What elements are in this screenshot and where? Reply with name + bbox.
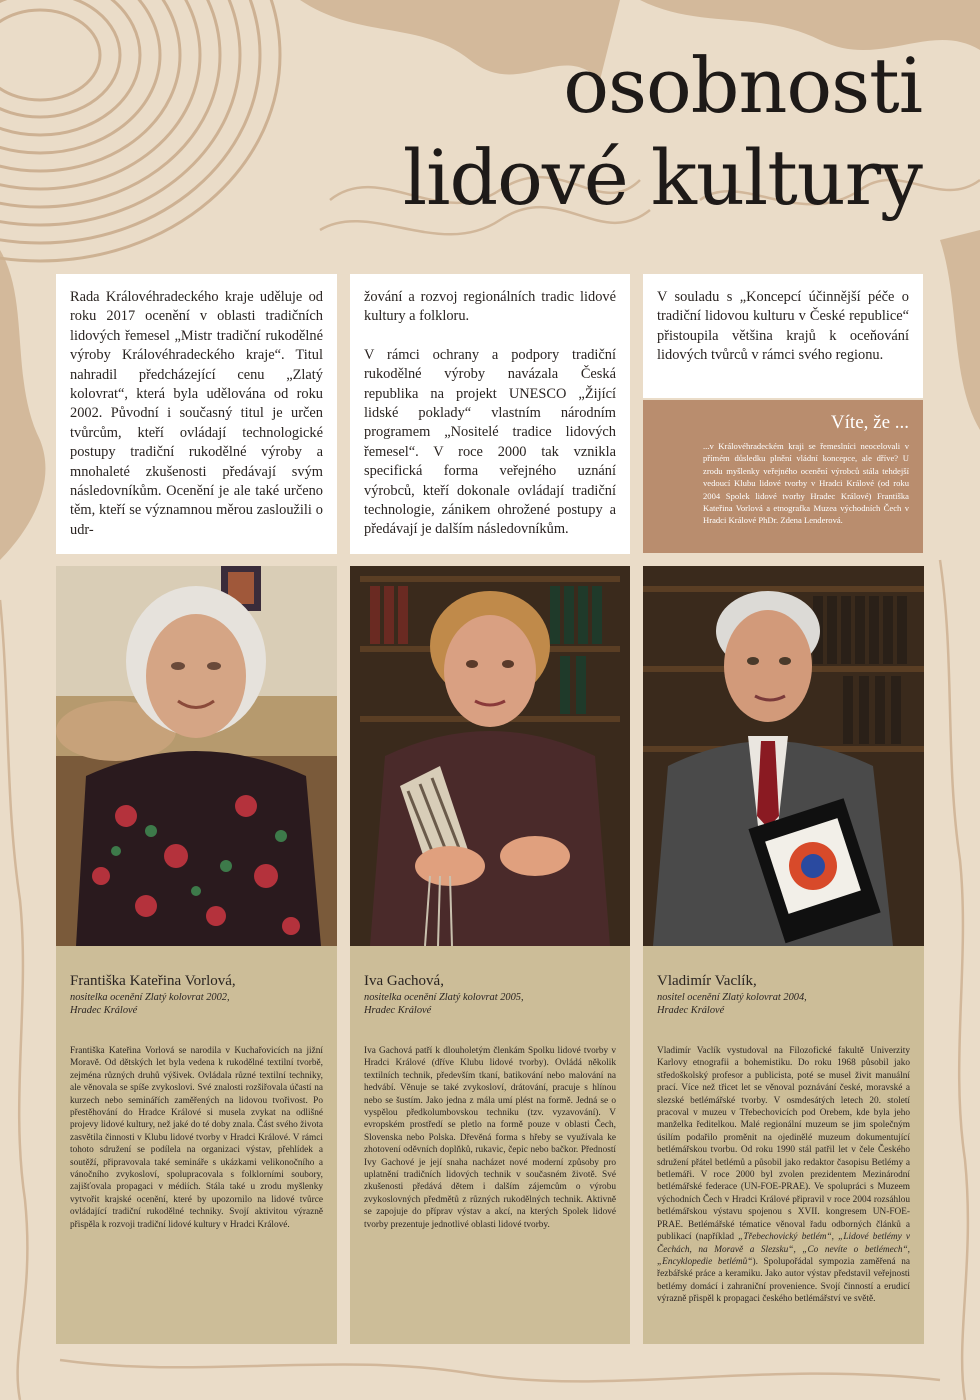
- person-role: [364, 991, 616, 1017]
- intro-column-2: [350, 274, 630, 554]
- did-you-know-heading: Víte, že ...: [830, 412, 909, 433]
- person-city: Hradec Králové: [364, 1005, 432, 1016]
- page-title: [403, 40, 922, 224]
- person-bio-part: Vladimír Vaclík vystudoval na Filozofické fakultě Univerzity Karlovy etnografii a bohemistiku. Do roku 1968 působil jako středoškolský profesor a publicista, poté se musel živit manuální prací. Více než třicet let se věnoval poznávání české, moravské a slezské betlémářské tvorby. V osmdesátých letech 20. století pracoval v muzeu v Třebechovicích pod Orebem, kde byla jeho manželka ředitelkou. Malé regionální muzeum se jim společným úsilím podařilo proměnit na ojedinělé muzeum dokumentující betlémářskou tvorbu. Od roku 1990 stál patřil let v čele Českého sdružení přátel betlémů a působil jako redaktor časopisu Betlémy a betlemáři. V roce 2000 byl zvolen prezidentem Mezinárodní betlémářské federace (UN-FOE-PRAE). Ve spolupráci s Muzeem východních Čech v Hradci Králové připravil v roce 2004 rozsáhlou betlémářskou výstavu spojenou s XVII. kongresem UN-FOE-PRAE. Betlémářské tématice věnoval řadu odborných článků a publikací (například: [657, 1046, 910, 1243]
- person-role: [70, 991, 323, 1017]
- person-name: Vladimír Vaclík,: [657, 973, 757, 989]
- intro-paragraph: Rada Královéhradeckého kraje uděluje od roku 2017 ocenění v oblasti tradičních lidových řemesel „Mistr tradiční rukodělné výroby Královéhradeckého kraje“. Titul nahradil předcházející cenu „Zlatý kolovrat“, která byla udělována od roku 2002. Původní i současný titul je určen tvůrcům, kteří ovládají technologické postupy tradiční rukodělné výroby a mnohaleté zkušenosti předávají svým následovníkům. Ocenění je ale také určeno těm, kteří se významnou měrou zasloužili o udr-: [70, 289, 323, 538]
- did-you-know-box: [643, 400, 923, 553]
- person-bio: Iva Gachová patří k dlouholetým členkám Spolku lidové tvorby v Hradci Králové (dříve Klubu lidové tvorby). Ovládá několik textilních technik, především tkaní, batikování nebo malování na hedvábí. Věnuje se také zvykosloví, drátování, pracuje s hlínou nebo se šustím. Jako jedna z mála umí plést na formě. Jedná se o vyspělou předkolumbovskou techniku (tzv. vyzavování). V evropském prostředí se pletlo na formě pouze v oblasti Čech, Slovenska nebo Polska. Dřevěná forma s hřeby se využívala ke zhotovení oděvních doplňků, rukavic, čepic nebo bačkor. Předností Ivy Gachové je její snaha nacházet nové moderní způsoby pro uplatnění tradičních lidových technik v současném životě. Své zkušenosti předává dětem i dalším zájemcům o výrobu zvykoslovných předmětů z různých rukodělných technik. Aktivně se zapojuje do příprav výstav a akcí, na kterých Spolek lidové tvorby prezentuje jednotlivé oblasti lidové tvorby.: [364, 1046, 616, 1230]
- person-award: nositel ocenění Zlatý kolovrat 2004,: [657, 992, 807, 1003]
- person-city: Hradec Králové: [657, 1005, 725, 1016]
- portrait-photo-vaclik: [643, 566, 924, 946]
- person-award: nositelka ocenění Zlatý kolovrat 2005,: [364, 992, 524, 1003]
- intro-column-3: [643, 274, 923, 398]
- person-card-vaclik: [643, 946, 924, 1344]
- did-you-know-text: ...v Královéhradeckém kraji se řemeslníci neocelovali v přímém důsledku plnění vládní koncepce, ale dříve? U zrodu myšlenky veřejného ocenění výrobců stála tehdejší vedoucí Klubu lidové tvorby v Hradci Králové (od roku 2004 Spolek lidové tvorby Hradec Králové) Františka Kateřina Vorlová a etnografka Muzea východních Čech v Hradci Králové PhDr. Zdena Lenderová.: [703, 441, 909, 526]
- page-title-line-2: lidové kultury: [402, 133, 922, 222]
- person-bio: Františka Kateřina Vorlová se narodila v Kuchařovicích na jižní Moravě. Od dětských let byla vedena k rukodělné textilní tvorbě, zejména různých druhů výšivek. Ovládala různé textilní techniky, ale věnovala se spíše zvykoslovi. Své znalosti rozšiřovala účastí na kurzech nebo seminářích zaměřených na lidovou tvořivost. Po přestěhování do Hradce Králové si musela zvykat na odlišné projevy lidové kultury, než jaké do té doby znala. Část svého života zasvětila činnosti v Klubu lidové tvorby v Hradci Králové. V rámci tohoto sdružení se podílela na organizaci výstav, přehlídek a soutěží, připravovala také semináře s ukázkami velikonočního a vánočního zvykosloví, spolupracovala s folklorními soubory, zajišťovala propagaci v médiích. Stála také u zrodu myšlenky vytvořit krajské ocenění, které by upozornilo na lidové tvůrce ovládající tradiční rukodělné techniky. Svojí aktivitou výrazně přispěla k rozvoji tradiční lidové kultury v Hradci Králové.: [70, 1046, 323, 1230]
- intro-paragraph: V souladu s „Koncepcí účinnější péče o tradiční lidovou kulturu v České republice“ přistoupila většina krajů k oceňování lidových tvůrců v rámci svého regionu.: [657, 289, 909, 364]
- person-award: nositelka ocenění Zlatý kolovrat 2002,: [70, 992, 230, 1003]
- person-bio: [657, 1045, 910, 1306]
- person-bio-part: ). Spolupořádal sympozia zaměřená na řezbářské práce a keramiku. Jako autor výstav představil veřejnosti betlémy domácí i zahraniční provenience. Svojí činností a erudicí výrazně přispěl k propagaci českého betlémářství ve světě.: [657, 1256, 910, 1305]
- page-title-line-1: osobnosti: [563, 41, 922, 130]
- person-name: Františka Kateřina Vorlová,: [70, 973, 236, 989]
- person-role: [657, 991, 910, 1017]
- portrait-photo-gachova: [350, 566, 630, 946]
- intro-paragraph: V rámci ochrany a podpory tradiční rukodělné výroby navázala Česká republika na projekt UNESCO „Žijící lidské poklady“ vlastním národním programem „Nositelé tradice lidových řemesel“. V roce 2000 tak vznikla specifická forma veřejného uznání výrobců, kteří dokonale ovládají tradiční technologie, zánikem ohrožené postupy a předávají je dalším následovníkům.: [364, 346, 616, 538]
- intro-paragraph: žování a rozvoj regionálních tradic lidové kultury a folkloru.: [364, 289, 616, 325]
- portrait-photo-vorlova: [56, 566, 337, 946]
- person-name: Iva Gachová,: [364, 973, 444, 989]
- person-card-gachova: [350, 946, 630, 1344]
- person-city: Hradec Králové: [70, 1005, 138, 1016]
- person-card-vorlova: [56, 946, 337, 1344]
- intro-column-1: [56, 274, 337, 554]
- person-bio-publications: „Třebechovický betlém“, „Lidové betlémy v Čechách, na Moravě a Slezsku“, „Co nevíte o betlémech“, „Encyklopedie betlémů“: [657, 1232, 911, 1267]
